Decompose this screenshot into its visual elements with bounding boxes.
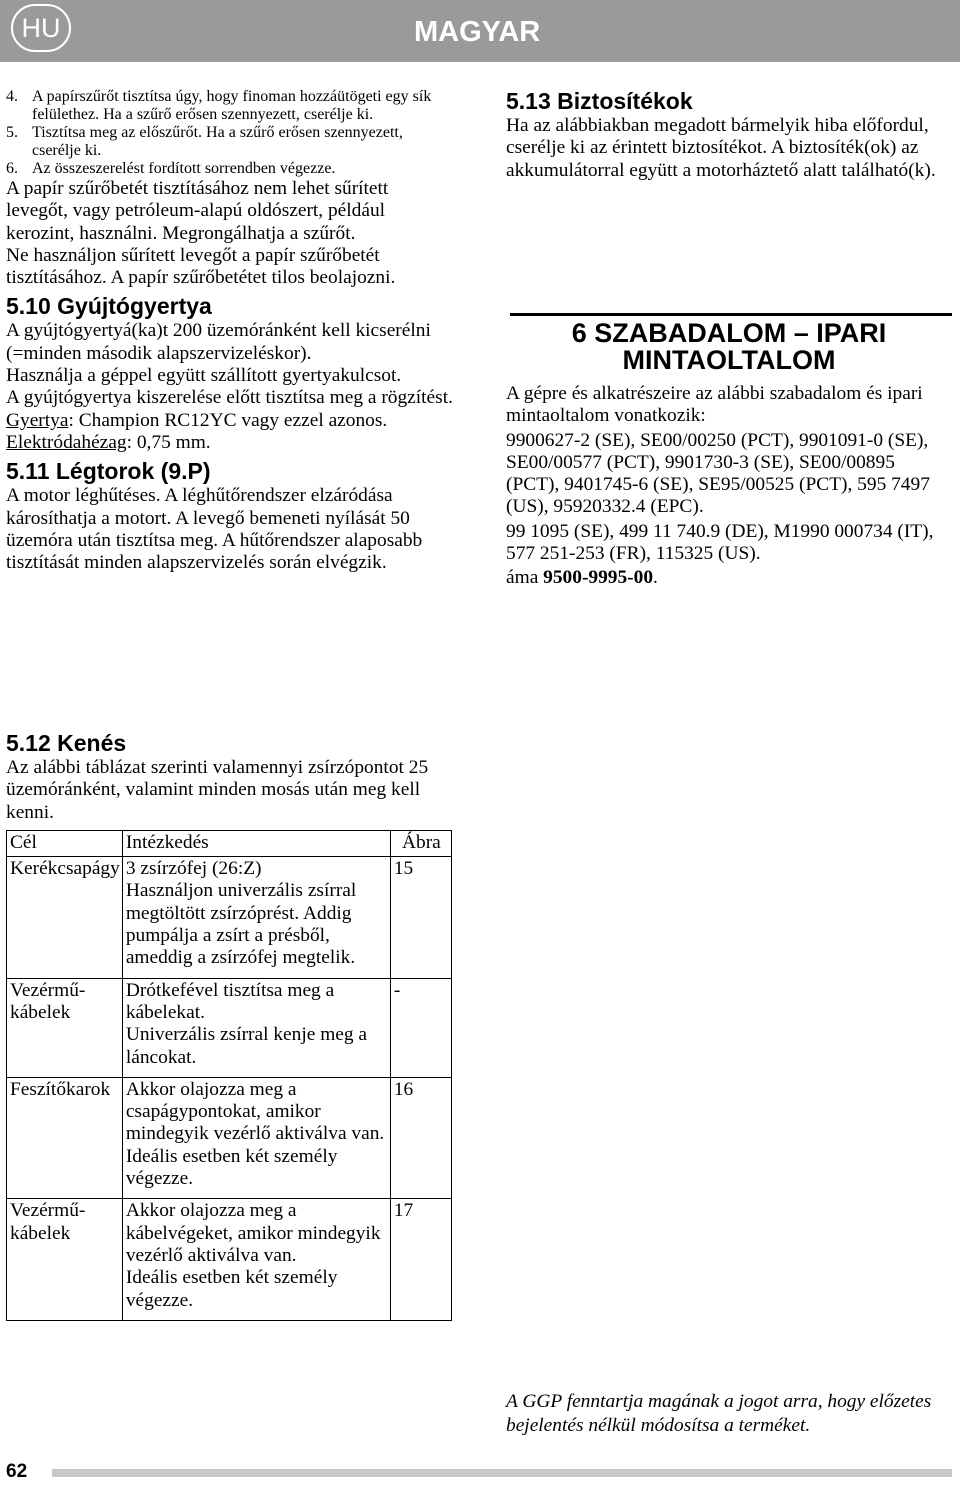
lubrication-table bbox=[6, 830, 452, 1321]
action-line: Akkor olajozza meg a kábelvégeket, amikor mindegyik vezérlő aktiválva van. bbox=[125, 1200, 381, 1266]
list-text: Tisztítsa meg az előszűrőt. Ha a szűrő erősen szennyezett, cserélje ki. bbox=[32, 124, 403, 159]
patent-section bbox=[506, 383, 952, 590]
column-header: Ábra bbox=[390, 830, 451, 856]
section-heading-5-13: 5.13 Biztosítékok bbox=[506, 88, 693, 114]
table-row bbox=[7, 1199, 452, 1320]
list-item bbox=[6, 88, 454, 124]
list-number: 4. bbox=[6, 88, 18, 105]
registration-value: 9500-9995-00 bbox=[543, 567, 654, 589]
paragraph: Az alábbi táblázat szerinti valamennyi zsírzópontot 25 üzemóránként, valamint minden mosás után meg kell kenni. bbox=[6, 757, 429, 823]
language-badge: HU bbox=[11, 4, 71, 52]
figure-cell: 15 bbox=[390, 857, 451, 978]
spec-value: : Champion RC12YC vagy ezzel azonos. bbox=[68, 409, 388, 431]
registration-suffix: . bbox=[653, 567, 658, 589]
section-heading-5-12: 5.12 Kenés bbox=[6, 730, 127, 756]
registration-prefix: áma bbox=[506, 567, 544, 589]
action-cell bbox=[122, 857, 390, 978]
footer-bar bbox=[52, 1469, 952, 1477]
action-cell bbox=[122, 1077, 390, 1198]
action-line: Drótkefével tisztítsa meg a kábelekat. bbox=[125, 979, 335, 1023]
action-cell bbox=[122, 1199, 390, 1320]
action-line: Univerzális zsírral kenje meg a láncokat. bbox=[125, 1024, 368, 1068]
action-line: Ideális esetben két személy végezze. bbox=[125, 1267, 338, 1311]
target-cell: Vezérmű-kábelek bbox=[7, 978, 123, 1077]
patent-list: 99 1095 (SE), 499 11 740.9 (DE), M1990 000734 (IT), 577 251-253 (FR), 115325 (US). bbox=[506, 520, 934, 565]
action-cell bbox=[122, 978, 390, 1077]
page-header bbox=[0, 0, 960, 62]
target-cell: Vezérmű-kábelek bbox=[7, 1199, 123, 1320]
paragraph: A gépre és alkatrészeire az alábbi szabadalom és ipari mintaoltalom vonatkozik: bbox=[506, 383, 923, 427]
language-title: MAGYAR bbox=[414, 16, 541, 48]
list-number: 6. bbox=[6, 160, 18, 177]
registration-number bbox=[506, 567, 952, 589]
warning-paragraph: A papír szűrőbetét tisztításához nem lehet sűrített levegőt, vagy petróleum-alapú oldószert, például kerozint, használni. Megrongálhatja a szűrőt. bbox=[6, 178, 389, 244]
figure-cell: 17 bbox=[390, 1199, 451, 1320]
chapter-heading-6: 6 SZABADALOM – IPARI MINTAOLTALOM bbox=[571, 318, 887, 375]
section-heading-5-10: 5.10 Gyújtógyertya bbox=[6, 293, 212, 320]
left-column bbox=[6, 88, 454, 574]
table-header-row bbox=[7, 830, 452, 856]
target-cell: Feszítőkarok bbox=[7, 1077, 123, 1198]
lubrication-section bbox=[6, 730, 452, 1321]
action-line: 3 zsírzófej (26:Z) bbox=[125, 858, 262, 880]
spec-label: Elektródahézag bbox=[6, 431, 127, 453]
section-divider bbox=[510, 313, 952, 316]
warning-paragraph: Ne használjon sűrített levegőt a papír szűrőbetét tisztításához. A papír szűrőbetétet tilos beolajozni. bbox=[6, 244, 396, 289]
list-text: Az összeszerelést fordított sorrendben végezze. bbox=[32, 160, 336, 177]
paragraph: A gyújtógyertya kiszerelése előtt tisztítsa meg a rögzítést. bbox=[6, 387, 453, 409]
spark-plug-spec bbox=[6, 410, 454, 432]
table-row bbox=[7, 1077, 452, 1198]
action-line: Használjon univerzális zsírral megtöltött zsírzóprést. Addig pumpálja a zsírt a présből, ameddig a zsírzófej megtelik. bbox=[125, 880, 357, 969]
column-header: Cél bbox=[7, 830, 123, 856]
spec-value: : 0,75 mm. bbox=[126, 431, 211, 453]
paragraph: A motor léghűtéses. A léghűtőrendszer elzáródása károsíthatja a motort. A levegő bemeneti nyílását 50 üzemóra után tisztítsa meg. A hűtőrendszer alaposabb tisztítását minden alapszervizelés során elvégzik. bbox=[6, 485, 423, 574]
figure-cell: 16 bbox=[390, 1077, 451, 1198]
right-column bbox=[506, 88, 952, 182]
disclaimer-note: A GGP fenntartja magának a jogot arra, hogy előzetes bejelentés nélkül módosítsa a terméket. bbox=[506, 1391, 932, 1436]
section-heading-5-11: 5.11 Légtorok (9.P) bbox=[6, 458, 211, 485]
table-row bbox=[7, 857, 452, 978]
list-number: 5. bbox=[6, 124, 18, 141]
list-item bbox=[6, 160, 454, 178]
list-item bbox=[6, 124, 454, 160]
spec-label: Gyertya bbox=[6, 409, 69, 431]
action-line: Akkor olajozza meg a csapágypontokat, amikor mindegyik vezérlő aktiválva van. bbox=[125, 1078, 385, 1145]
list-text: A papírszűrőt tisztítsa úgy, hogy finoman hozzáütögeti egy sík felülethez. Ha a szűrő erősen szennyezett, cserélje ki. bbox=[32, 88, 432, 123]
page-number: 62 bbox=[6, 1461, 28, 1482]
paragraph: Használja a géppel együtt szállított gyertyakulcsot. bbox=[6, 365, 402, 387]
target-cell: Kerékcsapágy bbox=[7, 857, 123, 978]
action-line: Ideális esetben két személy végezze. bbox=[125, 1145, 338, 1190]
figure-cell: - bbox=[390, 978, 451, 1077]
patent-list: 9900627-2 (SE), SE00/00250 (PCT), 9901091-0 (SE), SE00/00577 (PCT), 9901730-3 (SE), SE00/00895 (PCT), 9401745-6 (SE), SE95/00525 (PCT), 595 7497 (US), 95920332.4 (EPC). bbox=[506, 429, 930, 518]
paragraph: Ha az alábbiakban megadott bármelyik hiba előfordul, cserélje ki az érintett biztosítékot. A biztosíték(ok) az akkumulátorral együtt a motorháztető alatt található(k). bbox=[506, 115, 936, 181]
column-header: Intézkedés bbox=[122, 830, 390, 856]
table-row bbox=[7, 978, 452, 1077]
electrode-gap-spec bbox=[6, 432, 454, 454]
paragraph: A gyújtógyertyá(ka)t 200 üzemóránként kell kicserélni (=minden második alapszervizeléskor). bbox=[6, 320, 431, 364]
